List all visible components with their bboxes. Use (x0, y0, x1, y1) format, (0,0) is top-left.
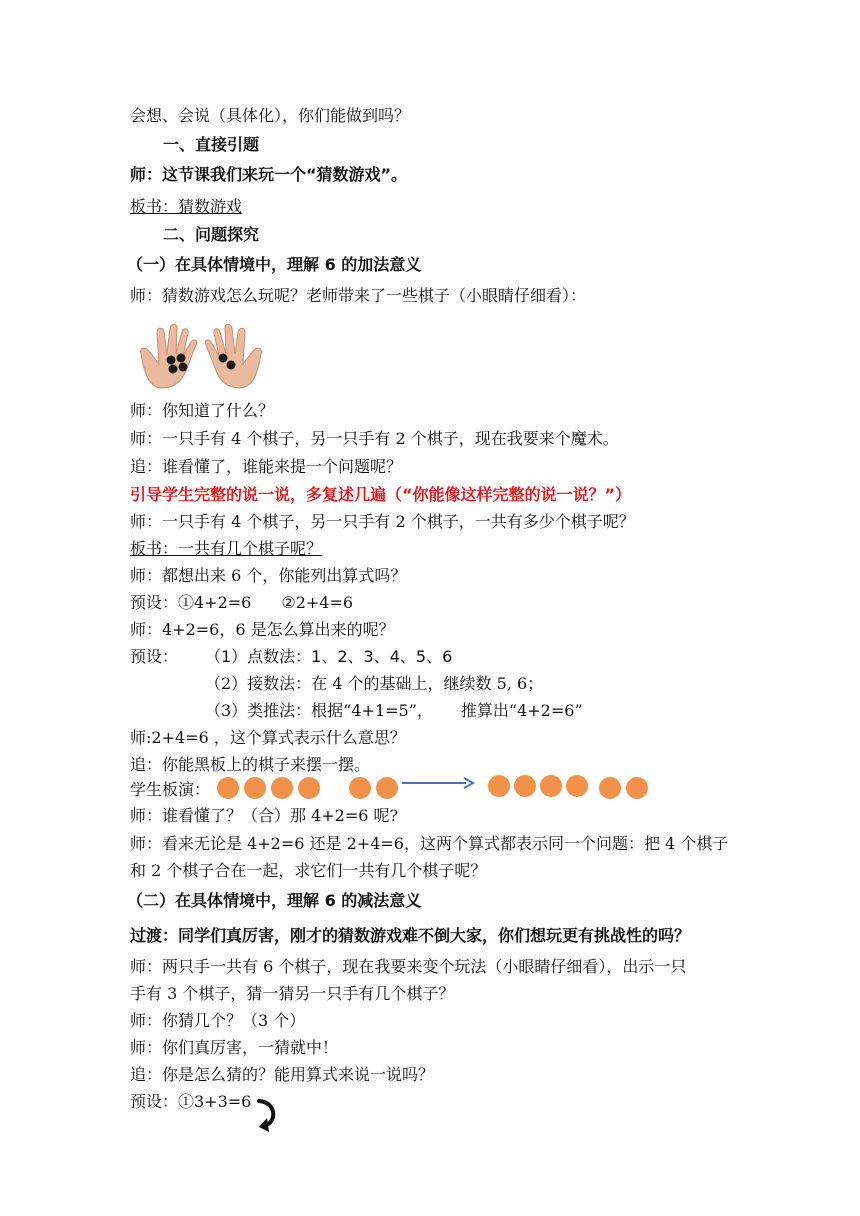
stone-dot (488, 775, 510, 797)
text-line: 师：都想出来 6 个，你能列出算式吗？ (130, 566, 407, 585)
stone-dot (271, 777, 293, 799)
stone-dot (349, 777, 371, 799)
method-analogy: （3）类推法：根据“4+1=5”， 推算出“4+2=6” (205, 701, 583, 720)
section-heading-subtraction: （二）在具体情境中，理解 6 的减法意义 (127, 891, 422, 910)
text-line: 师:2+4=6 ，这个算式表示什么意思？ (130, 728, 406, 747)
text-line: 师：你知道了什么？ (130, 401, 275, 420)
text-line: 师：4+2=6，6 是怎么算出来的呢？ (130, 620, 395, 639)
text-line: 师：猜数游戏怎么玩呢？老师带来了一些棋子（小眼睛仔细看）： (130, 286, 587, 305)
method-continue-count: （2）接数法：在 4 个的基础上，继续数 5, 6； (205, 674, 544, 693)
text-line: 手有 3 个棋子，猜一猜另一只手有几个棋子？ (130, 984, 455, 1003)
section-heading-addition: （一）在具体情境中，理解 6 的加法意义 (127, 255, 422, 274)
text-line: 师：一只手有 4 个棋子，另一只手有 2 个棋子，现在我要来个魔术。 (130, 429, 619, 448)
transition-line-bold: 过渡：同学们真厉害，刚才的猜数游戏难不倒大家，你们想玩更有挑战性的吗？ (130, 926, 691, 945)
right-arrow-icon (400, 775, 476, 791)
board-note: 板书：猜数游戏 (130, 197, 243, 216)
preset-methods: 预设： (130, 647, 179, 666)
stone-dot (626, 777, 648, 799)
curved-return-arrow-icon (254, 1096, 282, 1134)
teaching-prompt-red: 引导学生完整的说一说，多复述几遍（“你能像这样完整的说一说？”） (130, 485, 632, 504)
text-line: 师：谁看懂了？（合）那 4+2=6 呢? (130, 806, 399, 825)
text-line: 师：一只手有 4 个棋子，另一只手有 2 个棋子，一共有多少个棋子呢？ (130, 512, 635, 531)
method-counting: （1）点数法：1、2、3、4、5、6 (205, 647, 453, 666)
text-line: 师：你们真厉害，一猜就中！ (130, 1038, 339, 1057)
stone-dot (514, 775, 536, 797)
board-note: 板书：一共有几个棋子呢？ (130, 539, 323, 558)
student-board-demo-label: 学生板演： (130, 780, 211, 799)
text-line: 师：两只手一共有 6 个棋子，现在我要来变个玩法（小眼睛仔细看），出示一只 (130, 957, 687, 976)
stone-dot (566, 775, 588, 797)
stone-dot (599, 777, 621, 799)
hands-holding-stones-image (133, 322, 269, 390)
heading-problem-explore: 二、问题探究 (163, 225, 260, 244)
stone-dot (540, 775, 562, 797)
stone-dot (298, 777, 320, 799)
text-line: 师：你猜几个？（3 个） (130, 1011, 306, 1030)
stone-dot (244, 777, 266, 799)
text-line: 师：看来无论是 4+2=6 还是 2+4=6，这两个算式都表示同一个问题：把 4 个棋子 (130, 834, 729, 853)
heading-direct-intro: 一、直接引题 (163, 135, 260, 154)
text-line: 追：你能黑板上的棋子来摆一摆。 (130, 755, 371, 774)
text-line: 和 2 个棋子合在一起，求它们一共有几个棋子呢？ (130, 861, 487, 880)
text-line: 会想、会说（具体化），你们能做到吗？ (130, 106, 411, 125)
text-line: 追：谁看懂了，谁能来提一个问题呢？ (130, 457, 403, 476)
preset-equations: 预设：①4+2=6 ②2+4=6 (130, 593, 354, 612)
preset-equation: 预设：①3+3=6 (130, 1092, 252, 1111)
teacher-line-bold: 师：这节课我们来玩一个“猜数游戏”。 (130, 165, 408, 184)
stone-dot (217, 777, 239, 799)
stone-dot (376, 777, 398, 799)
text-line: 追：你是怎么猜的？能用算式来说一说吗？ (130, 1065, 435, 1084)
